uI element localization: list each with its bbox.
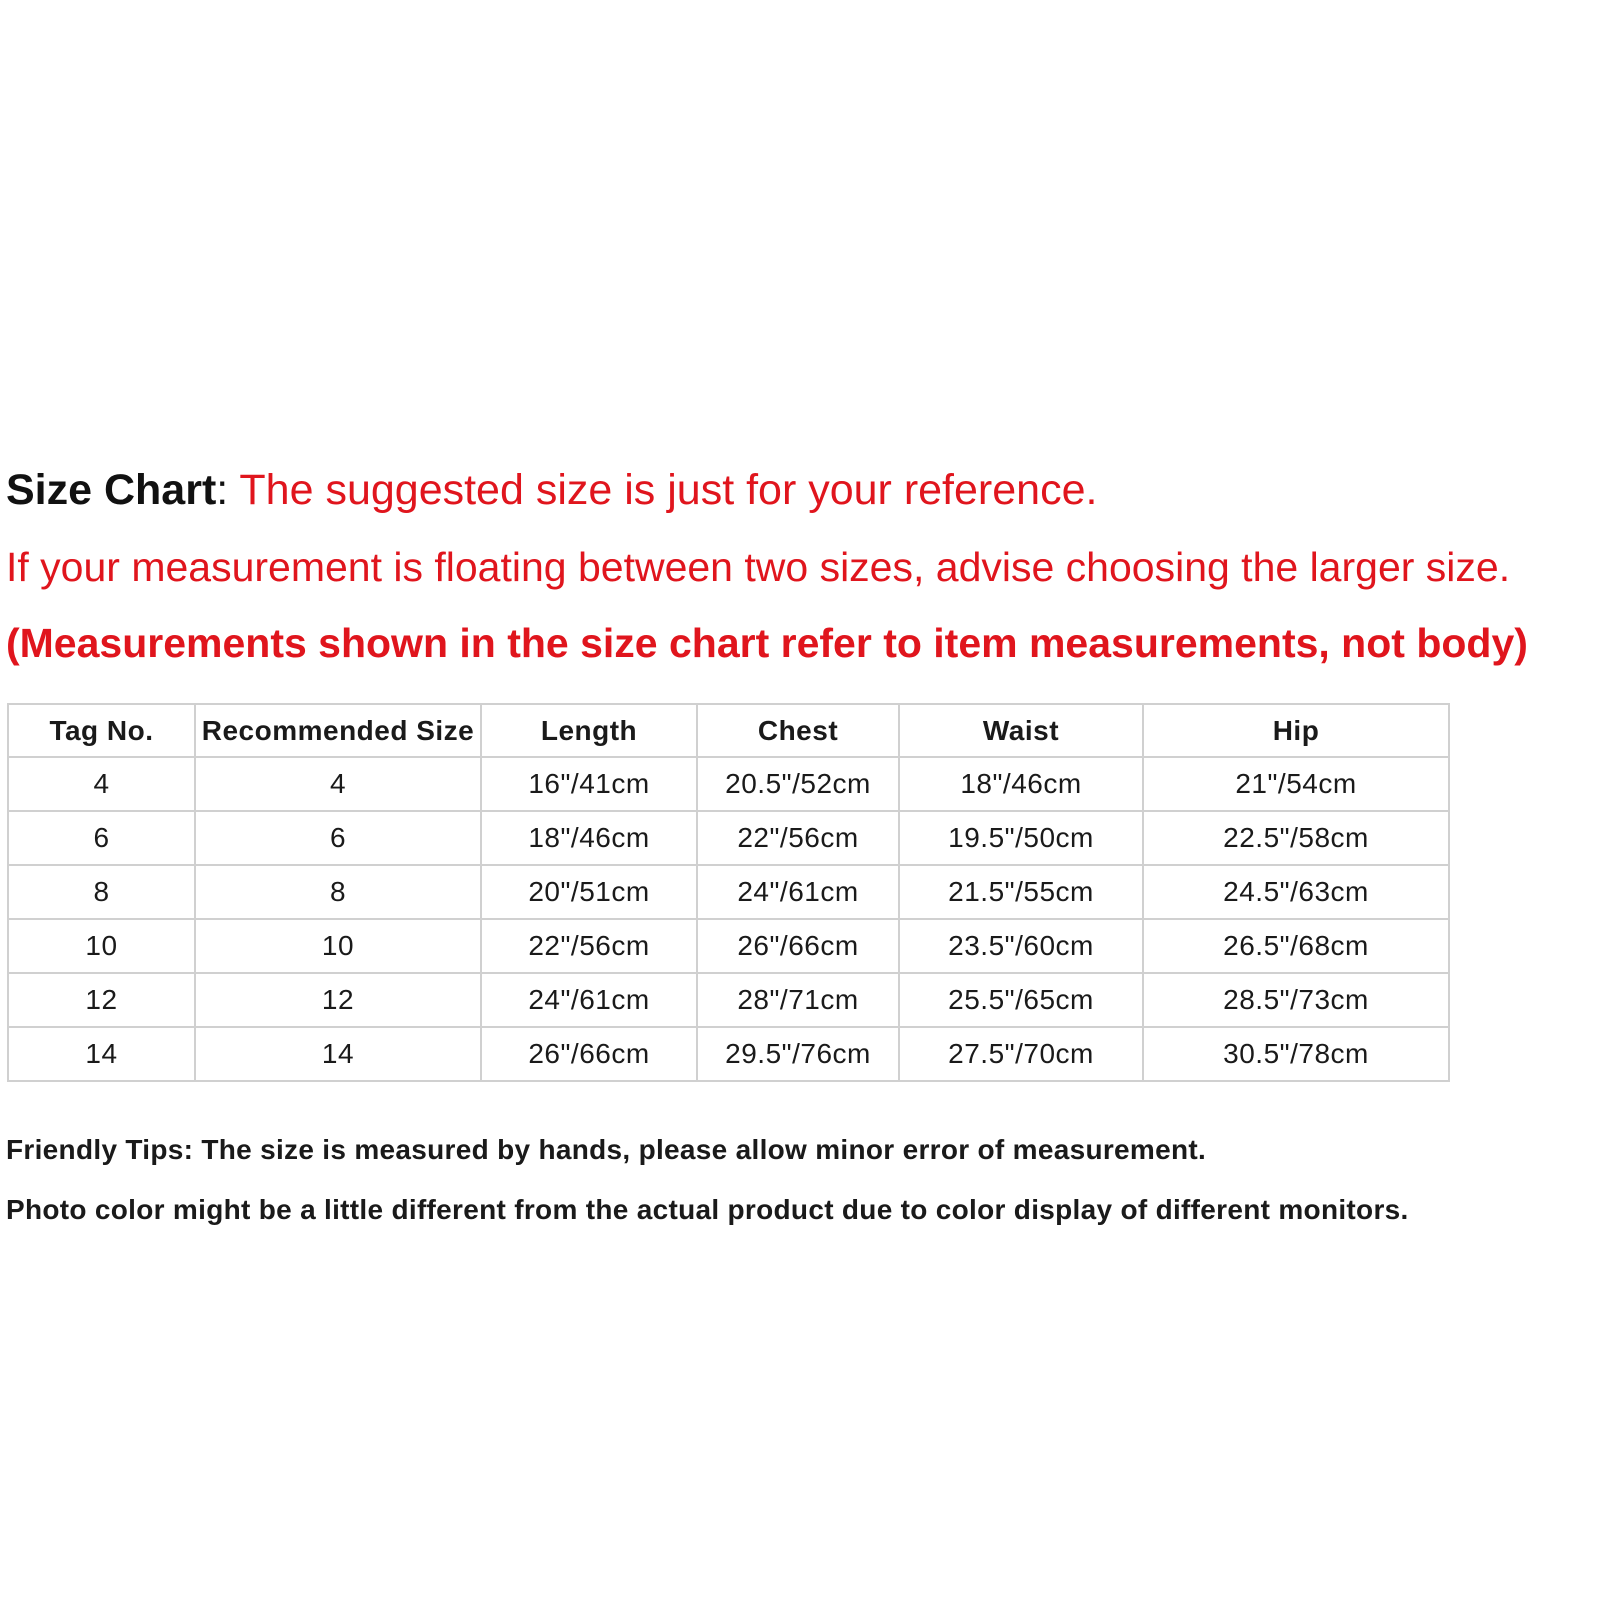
size-table — [7, 703, 1450, 1082]
cell-length: 18"/46cm — [481, 811, 697, 865]
header-tag-no: Tag No. — [8, 704, 195, 757]
cell-chest: 22"/56cm — [697, 811, 899, 865]
table-row — [8, 919, 1449, 973]
cell-hip: 30.5"/78cm — [1143, 1027, 1449, 1081]
cell-length: 20"/51cm — [481, 865, 697, 919]
cell-length: 22"/56cm — [481, 919, 697, 973]
size-chart-label: Size Chart — [6, 466, 217, 514]
cell-tag-no: 4 — [8, 757, 195, 811]
cell-hip: 21"/54cm — [1143, 757, 1449, 811]
size-chart-title — [6, 466, 1097, 515]
cell-recommended-size: 14 — [195, 1027, 481, 1081]
cell-hip: 22.5"/58cm — [1143, 811, 1449, 865]
cell-waist: 27.5"/70cm — [899, 1027, 1143, 1081]
cell-waist: 25.5"/65cm — [899, 973, 1143, 1027]
friendly-tip-measurement: Friendly Tips: The size is measured by hands, please allow minor error of measurement. — [6, 1134, 1207, 1165]
cell-recommended-size: 6 — [195, 811, 481, 865]
cell-waist: 21.5"/55cm — [899, 865, 1143, 919]
cell-chest: 26"/66cm — [697, 919, 899, 973]
cell-hip: 26.5"/68cm — [1143, 919, 1449, 973]
header-waist: Waist — [899, 704, 1143, 757]
cell-tag-no: 14 — [8, 1027, 195, 1081]
header-chest: Chest — [697, 704, 899, 757]
cell-tag-no: 12 — [8, 973, 195, 1027]
cell-chest: 28"/71cm — [697, 973, 899, 1027]
cell-chest: 20.5"/52cm — [697, 757, 899, 811]
friendly-tip-color: Photo color might be a little different from the actual product due to color display of different monitors. — [6, 1194, 1409, 1225]
measurement-note: (Measurements shown in the size chart refer to item measurements, not body) — [6, 620, 1528, 666]
cell-waist: 18"/46cm — [899, 757, 1143, 811]
sizing-advice: If your measurement is floating between two sizes, advise choosing the larger size. — [6, 544, 1511, 590]
header-hip: Hip — [1143, 704, 1449, 757]
cell-recommended-size: 4 — [195, 757, 481, 811]
reference-note: The suggested size is just for your reference. — [228, 466, 1098, 514]
cell-chest: 29.5"/76cm — [697, 1027, 899, 1081]
header-length: Length — [481, 704, 697, 757]
cell-recommended-size: 12 — [195, 973, 481, 1027]
table-row — [8, 973, 1449, 1027]
table-row — [8, 811, 1449, 865]
cell-tag-no: 10 — [8, 919, 195, 973]
table-row — [8, 865, 1449, 919]
cell-recommended-size: 8 — [195, 865, 481, 919]
cell-chest: 24"/61cm — [697, 865, 899, 919]
table-header-row — [8, 704, 1449, 757]
cell-tag-no: 6 — [8, 811, 195, 865]
cell-length: 16"/41cm — [481, 757, 697, 811]
header-recommended-size: Recommended Size — [195, 704, 481, 757]
cell-hip: 24.5"/63cm — [1143, 865, 1449, 919]
cell-hip: 28.5"/73cm — [1143, 973, 1449, 1027]
table-row — [8, 757, 1449, 811]
cell-tag-no: 8 — [8, 865, 195, 919]
cell-waist: 23.5"/60cm — [899, 919, 1143, 973]
cell-length: 24"/61cm — [481, 973, 697, 1027]
cell-waist: 19.5"/50cm — [899, 811, 1143, 865]
table-row — [8, 1027, 1449, 1081]
cell-length: 26"/66cm — [481, 1027, 697, 1081]
cell-recommended-size: 10 — [195, 919, 481, 973]
title-colon: : — [216, 466, 229, 514]
